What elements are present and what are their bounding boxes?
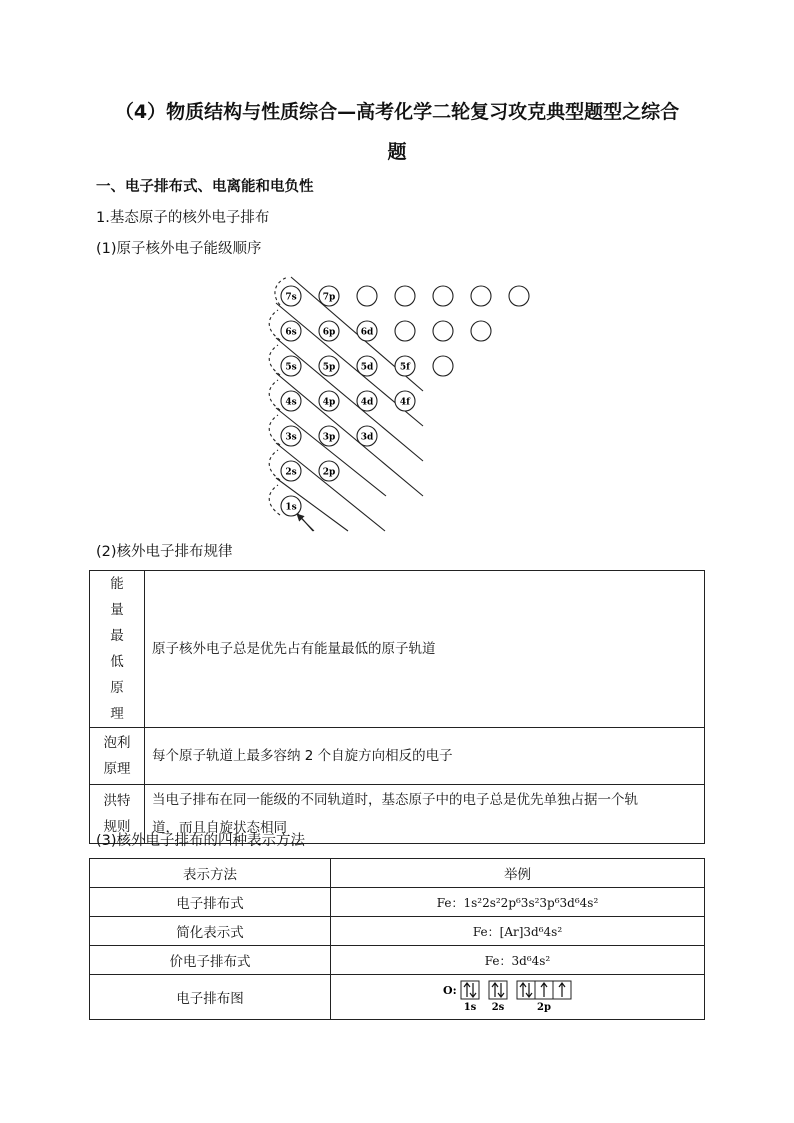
- orbital-label: 2s: [285, 467, 297, 478]
- element-label: O:: [442, 984, 457, 997]
- table-row: [90, 571, 705, 728]
- title-line-2: 题: [387, 141, 407, 163]
- orbital-circle: [509, 286, 529, 306]
- orbital-label: 1s: [285, 502, 297, 513]
- method-cell: 简化表示式: [90, 917, 331, 946]
- rule-name: 洪特规则: [90, 785, 145, 844]
- orbital-label: 5f: [399, 362, 411, 373]
- orbital-label: 4f: [399, 397, 411, 408]
- orbital-label: 6p: [322, 327, 336, 338]
- orbital-label: 2p: [322, 467, 336, 478]
- subheading-1-2: (2)核外电子排布规律: [96, 544, 233, 560]
- orbital-label: 2s: [491, 1002, 504, 1013]
- example-cell: Fe：1s²2s²2p⁶3s²3p⁶3d⁶4s²: [331, 888, 705, 917]
- orbital-label: 6d: [360, 327, 374, 338]
- table-row: [90, 888, 705, 917]
- orbital-circle: [433, 356, 453, 376]
- table-row: [90, 975, 705, 1020]
- orbital-label: 4p: [322, 397, 336, 408]
- order-arrow-line: [276, 408, 386, 496]
- subheading-1-3: (3)核外电子排布的四种表示方法: [96, 833, 306, 849]
- method-cell: 价电子排布式: [90, 946, 331, 975]
- orbital-circle: [471, 286, 491, 306]
- table-header-row: [90, 859, 705, 888]
- orbital-circle: [395, 286, 415, 306]
- orbital-circle: [471, 321, 491, 341]
- orbital-label: 3d: [360, 432, 374, 443]
- orbital-label: 3s: [285, 432, 297, 443]
- rule-name: 能量最低原理: [90, 571, 145, 728]
- method-cell: 电子排布式: [90, 888, 331, 917]
- table-row: [90, 728, 705, 785]
- rule-desc: 每个原子轨道上最多容纳 2 个自旋方向相反的电子: [145, 728, 705, 785]
- method-cell: 电子排布图: [90, 975, 331, 1020]
- orbital-label: 4d: [360, 397, 374, 408]
- table-row: [90, 917, 705, 946]
- example-cell: Fe：[Ar]3d⁶4s²: [331, 917, 705, 946]
- rules-table: [89, 570, 705, 844]
- orbital-label: 7s: [285, 292, 297, 303]
- table-row: [90, 946, 705, 975]
- orbital-circle: [357, 286, 377, 306]
- subheading-1-1: (1)原子核外电子能级顺序: [96, 241, 262, 257]
- subheading-1: 1.基态原子的核外电子排布: [96, 210, 270, 226]
- orbital-label: 5d: [360, 362, 374, 373]
- orbital-diagram-cell: [331, 975, 705, 1020]
- header-cell: 表示方法: [90, 859, 331, 888]
- orbital-label: 5p: [322, 362, 336, 373]
- page-title: [90, 92, 704, 172]
- title-line-1: （4）物质结构与性质综合—高考化学二轮复习攻克典型题型之综合: [114, 101, 680, 123]
- rule-desc: 当电子排布在同一能级的不同轨道时，基态原子中的电子总是优先单独占据一个轨 道，而且自旋状态相同: [145, 785, 705, 844]
- section-heading: 一、电子排布式、电离能和电负性: [96, 179, 314, 195]
- orbital-circle: [433, 321, 453, 341]
- methods-table: [89, 858, 705, 1020]
- orbital-label: 2p: [536, 1002, 551, 1013]
- header-cell: 举例: [331, 859, 705, 888]
- orbital-circle: [433, 286, 453, 306]
- orbital-box-diagram: [443, 977, 593, 1013]
- orbital-label: 1s: [463, 1002, 476, 1013]
- start-arrow: [298, 515, 314, 531]
- orbital-label: 6s: [285, 327, 297, 338]
- orbital-label: 5s: [285, 362, 297, 373]
- orbital-label: 4s: [285, 397, 297, 408]
- rule-name: 泡利原理: [90, 728, 145, 785]
- orbital-circle: [395, 321, 415, 341]
- orbital-label: 7p: [322, 292, 336, 303]
- energy-level-order-diagram: [258, 265, 548, 535]
- rule-desc: 原子核外电子总是优先占有能量最低的原子轨道: [145, 571, 705, 728]
- orbital-label: 3p: [322, 432, 336, 443]
- example-cell: Fe：3d⁶4s²: [331, 946, 705, 975]
